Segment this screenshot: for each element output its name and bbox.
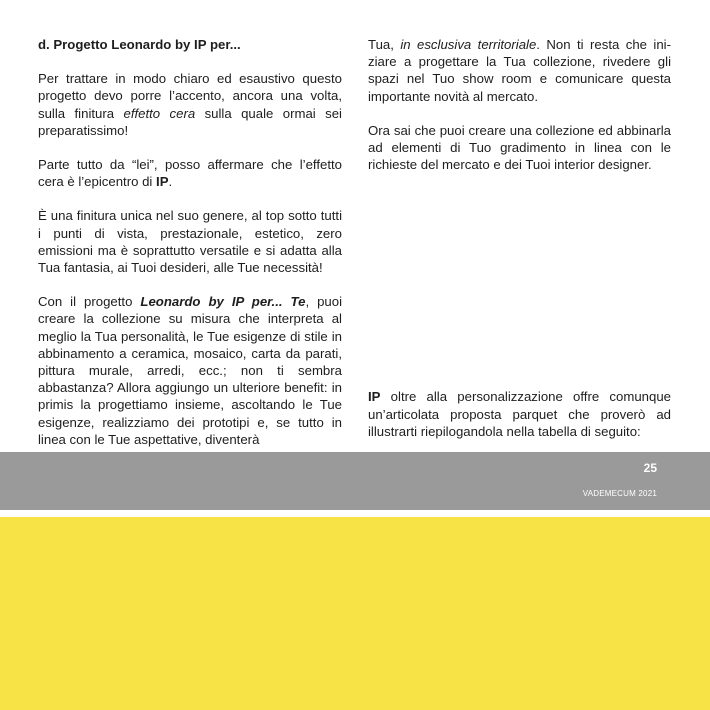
paragraph-text: , puoi creare la collezione su misura che interpreta al meglio la Tua personalità, le Tue esigenze di stile in abbinamento a ceramica, mosaico, carta da parati, pittura murale, arredi, ecc.; non ti sembra abbastanza? Allora aggiungo un ulteriore benefit: in primis la progettiamo insieme, ascoltando le Tue esigenze, realizziamo dei prototipi e, se tutto in linea con le Tue aspettative, diventerà [38, 294, 343, 447]
paragraph-epicentro [38, 156, 342, 190]
paragraph-text: Per trattare in modo chiaro ed esaustivo questo progetto devo porre l’accento, ancora una volta, sulla finitura [38, 71, 342, 121]
paragraph-text: sulla quale ormai sei preparatissimo! [38, 105, 342, 138]
project-name: Leonardo by IP per... Te [140, 294, 306, 310]
paragraph-text: . [168, 174, 173, 190]
brand-ip: IP [156, 174, 169, 190]
paragraph-text: Con il progetto [38, 294, 141, 310]
footer-label: VADEMECUM 2021 [582, 489, 657, 498]
paragraph-progetto [38, 293, 342, 448]
paragraph-esclusiva [368, 36, 671, 105]
paragraph-text: Parte tutto da “lei”, posso affermare che l’effetto cera è l’epicentro di [38, 157, 342, 190]
left-text-column [38, 36, 342, 465]
paragraph-finitura-intro [38, 70, 342, 139]
paragraph-parquet [368, 388, 671, 440]
brand-ip: IP [368, 389, 381, 405]
emphasis-esclusiva: in esclusiva territoriale [400, 37, 537, 52]
paragraph-text: Tua, [368, 37, 401, 52]
paragraph-finitura-unica: È una finitura unica nel suo genere, al top sotto tutti i punti di vista, prestazionale, estetico, zero emissioni ma è soprattutto versatile e si adatta alla Tua fantasia, ai Tuoi desideri, alle Tue necessità! [38, 208, 342, 276]
yellow-cover-area [0, 517, 710, 710]
paragraph-text: oltre alla personalizzazione offre comunque un’articolata proposta parquet che proverò ad illustrarti riepilogandola nella tabella di seguito: [368, 389, 671, 439]
paragraph-text: . Non ti resta che iniziare a progettare la Tua collezione, rivedere gli spazi nel Tuo show room e comunicare questa importante novità al mercato. [368, 37, 672, 104]
right-text-column [368, 36, 671, 440]
footer-separator [0, 510, 710, 517]
paragraph-collezione: Ora sai che puoi creare una collezione ed abbinarla ad elementi di Tuo gradimento in linea con le richieste del mercato e dei Tuoi interior designer. [368, 122, 671, 173]
emphasis-effetto-cera: effetto cera [123, 105, 196, 121]
footer-band [0, 452, 710, 510]
section-heading: d. Progetto Leonardo by IP per... [38, 37, 241, 52]
page-number: 25 [643, 461, 657, 475]
